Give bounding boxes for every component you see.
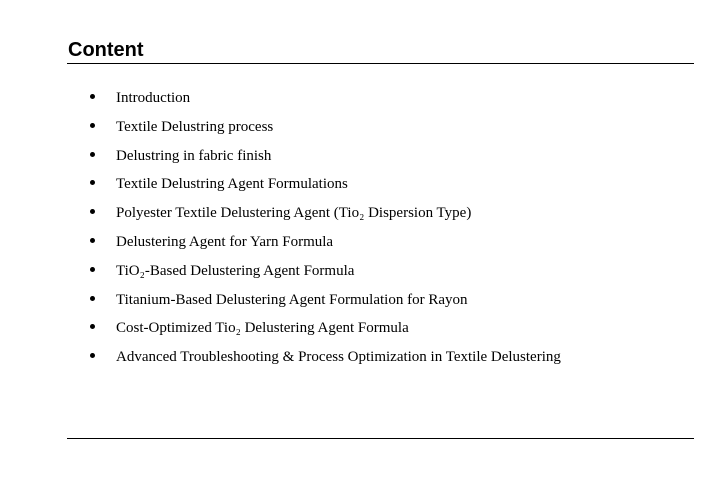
bullet-icon (88, 317, 116, 339)
list-item (88, 145, 561, 174)
bullet-icon (88, 346, 116, 368)
bullet-icon (88, 260, 116, 282)
bullet-icon (88, 116, 116, 138)
list-item-label: Textile Delustring process (116, 118, 274, 135)
page-title: Content (68, 39, 144, 61)
list-item (88, 260, 561, 289)
list-item-label: Textile Delustring Agent Formulations (116, 176, 348, 193)
list-item (88, 289, 561, 318)
bullet-icon (88, 289, 116, 311)
heading-divider (67, 63, 694, 64)
list-item-label: Advanced Troubleshooting & Process Optimization in Textile Delustering (116, 349, 561, 366)
contents-list (88, 87, 561, 375)
list-item (88, 87, 561, 116)
bullet-icon (88, 145, 116, 167)
list-item (88, 317, 561, 346)
list-item-label: TiO₂-Based Delustering Agent Formula (116, 262, 355, 279)
bullet-icon (88, 173, 116, 195)
list-item (88, 116, 561, 145)
list-item-label: Delustering Agent for Yarn Formula (116, 233, 334, 250)
list-item-label: Titanium-Based Delustering Agent Formulation for Rayon (116, 291, 468, 308)
bullet-icon (88, 231, 116, 253)
footer-divider (67, 438, 694, 439)
bullet-icon (88, 202, 116, 224)
list-item-label: Polyester Textile Delustering Agent (Tio₂ Dispersion Type) (116, 205, 472, 222)
list-item (88, 346, 561, 375)
list-item-label: Cost-Optimized Tio₂ Delustering Agent Formula (116, 320, 409, 337)
list-item-label: Introduction (116, 90, 191, 106)
bullet-icon (88, 87, 116, 109)
list-item (88, 231, 561, 260)
list-item (88, 173, 561, 202)
list-item-label: Delustring in fabric finish (116, 147, 272, 164)
list-item (88, 202, 561, 231)
